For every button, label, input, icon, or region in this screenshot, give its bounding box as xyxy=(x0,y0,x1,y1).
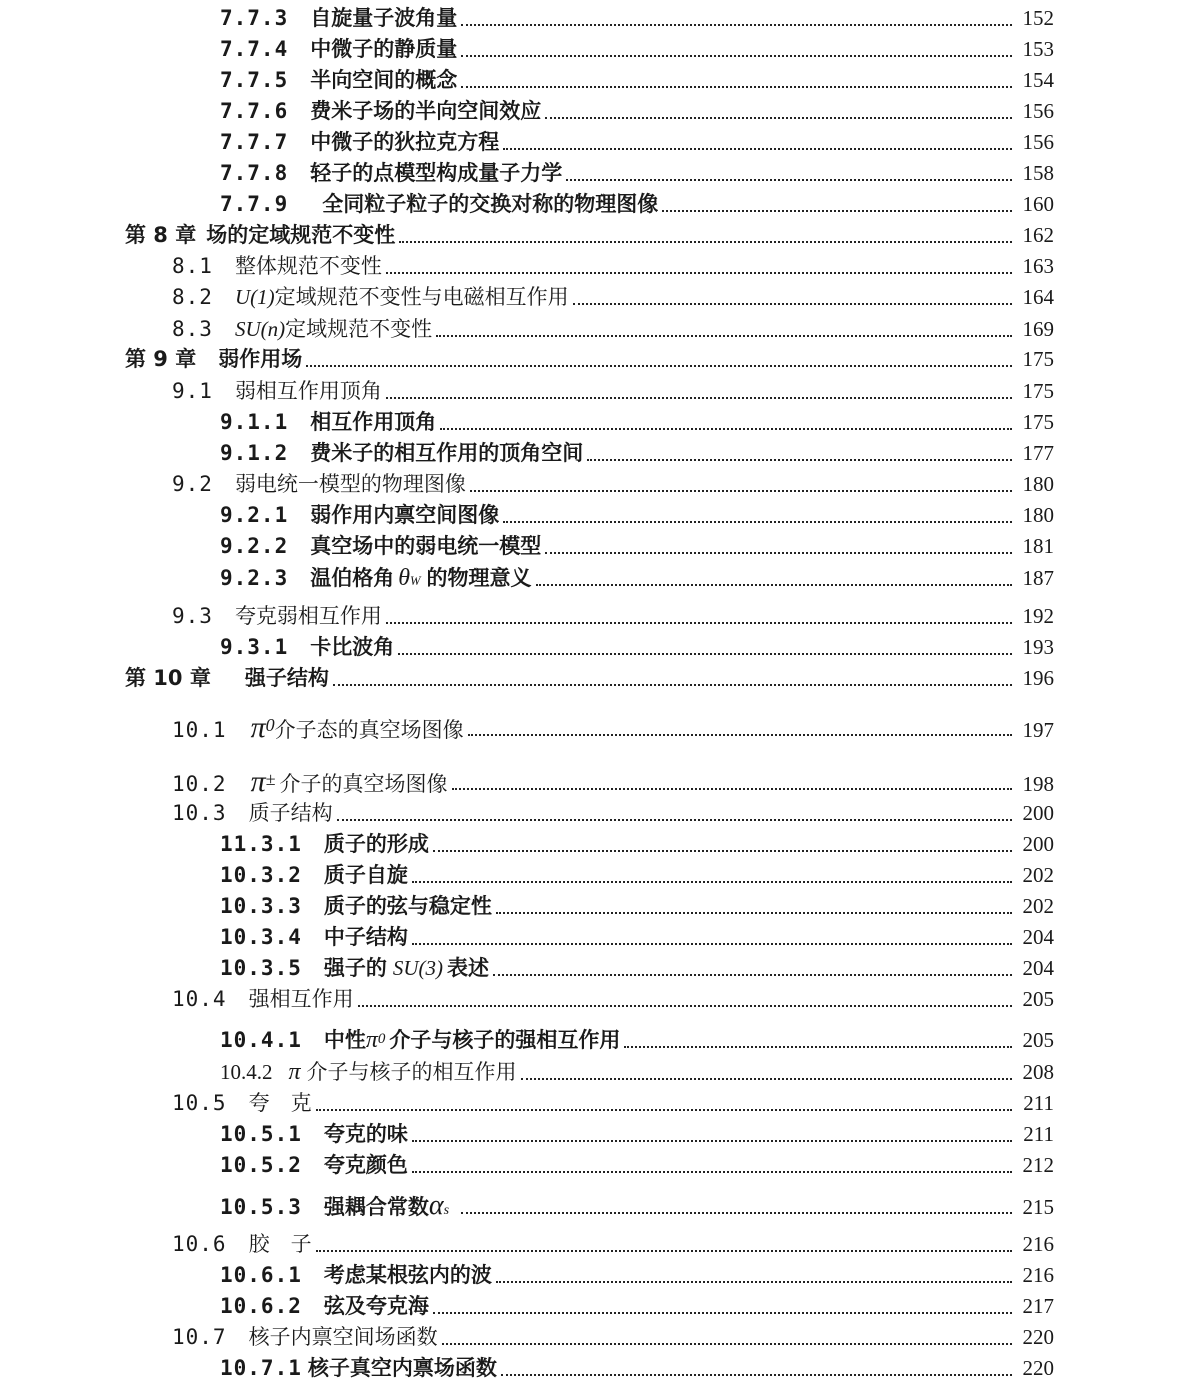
dot-leader xyxy=(442,1343,1012,1345)
section-title: 费米子场的半向空间效应 xyxy=(310,99,542,123)
page-number: 198 xyxy=(1022,772,1054,796)
dot-leader xyxy=(521,1078,1012,1080)
pi-symbol: π xyxy=(250,711,266,744)
section-number: 10.6.1 xyxy=(220,1263,302,1287)
dot-leader xyxy=(573,303,1012,305)
section-title: 质子自旋 xyxy=(323,863,408,887)
toc-entry xyxy=(0,407,1182,437)
page-number: 177 xyxy=(1022,441,1054,465)
section-number: 11.3.1 xyxy=(220,832,302,856)
toc-entry xyxy=(0,3,1182,33)
page-number: 200 xyxy=(1022,801,1054,825)
dot-leader xyxy=(440,428,1012,430)
dot-leader xyxy=(501,1374,1012,1376)
page-number: 217 xyxy=(1022,1294,1054,1318)
section-number: 10.5.3 xyxy=(220,1195,302,1219)
math-symbol: U(1) xyxy=(234,285,275,309)
section-number: 10.5 xyxy=(172,1091,227,1115)
chapter-title: 弱作用场 xyxy=(218,347,303,371)
toc-entry xyxy=(0,65,1182,95)
chapter-number: 第 9 章 xyxy=(125,347,197,371)
toc-entry xyxy=(0,1229,1182,1259)
dot-leader xyxy=(496,1281,1012,1283)
chapter-title: 强子结构 xyxy=(244,666,329,690)
theta-symbol: θ xyxy=(398,565,411,591)
dot-leader xyxy=(306,365,1012,367)
dot-leader xyxy=(461,1212,1012,1214)
toc-entry xyxy=(0,632,1182,662)
toc-entry xyxy=(0,1057,1182,1087)
toc-chapter xyxy=(0,344,1182,374)
section-title: 弱电统一模型的物理图像 xyxy=(234,472,466,496)
section-number: 7.7.4 xyxy=(220,37,289,61)
toc-entry: 9.2.3 温伯格角 θ W 的物理意义 187 xyxy=(220,565,1054,591)
page-number: 152 xyxy=(1022,6,1054,30)
section-title: 整体规范不变性 xyxy=(234,254,382,278)
section-title: 真空场中的弱电统一模型 xyxy=(310,534,542,558)
section-title: 夸 克 xyxy=(248,1091,312,1115)
toc-entry xyxy=(0,891,1182,921)
section-number: 9.2.2 xyxy=(220,534,289,558)
section-title: 费米子的相互作用的顶角空间 xyxy=(310,441,584,465)
dot-leader xyxy=(624,1046,1012,1048)
dot-leader xyxy=(412,1171,1012,1173)
page-number: 180 xyxy=(1022,503,1054,527)
section-title: 中微子的狄拉克方程 xyxy=(310,130,500,154)
page-number: 215 xyxy=(1022,1195,1054,1219)
section-title-prefix: 中性 xyxy=(323,1028,366,1052)
toc-entry xyxy=(0,158,1182,188)
toc-entry xyxy=(0,376,1182,406)
section-number: 8.1 xyxy=(172,254,213,278)
section-title: 相互作用顶角 xyxy=(310,410,437,434)
section-title: 考虑某根弦内的波 xyxy=(323,1263,492,1287)
page-number: 216 xyxy=(1022,1232,1054,1256)
toc-entry xyxy=(0,531,1182,561)
dot-leader xyxy=(333,684,1012,686)
section-number: 8.2 xyxy=(172,285,213,309)
page-number: 153 xyxy=(1022,37,1054,61)
toc-entry xyxy=(0,251,1182,281)
section-number: 7.7.5 xyxy=(220,68,289,92)
dot-leader xyxy=(536,584,1012,586)
dot-leader xyxy=(587,459,1012,461)
section-number: 10.4.1 xyxy=(220,1028,302,1052)
toc-entry xyxy=(0,1088,1182,1118)
page-number: 197 xyxy=(1022,718,1054,742)
section-title: 质子的形成 xyxy=(323,832,429,856)
section-title: 弦及夸克海 xyxy=(323,1294,429,1318)
toc-entry xyxy=(0,953,1182,983)
page-number: 154 xyxy=(1022,68,1054,92)
section-title-prefix: 温伯格角 xyxy=(310,566,395,590)
dot-leader xyxy=(436,335,1012,337)
toc-entry xyxy=(0,469,1182,499)
dot-leader xyxy=(386,622,1012,624)
section-number: 10.2 xyxy=(172,772,227,796)
pi-symbol: π xyxy=(288,1059,301,1085)
alpha-symbol: α xyxy=(428,1190,444,1221)
section-number: 10.7 xyxy=(172,1325,227,1349)
chapter-number: 第 10 章 xyxy=(125,666,211,690)
toc-entry xyxy=(0,829,1182,859)
section-title: 核子真空内禀场函数 xyxy=(307,1356,497,1380)
page-number: 193 xyxy=(1022,635,1054,659)
section-title: 轻子的点模型构成量子力学 xyxy=(310,161,563,185)
section-number: 10.3 xyxy=(172,801,227,825)
dot-leader xyxy=(412,881,1012,883)
dot-leader xyxy=(461,24,1012,26)
page-number: 202 xyxy=(1022,863,1054,887)
dot-leader xyxy=(386,272,1012,274)
chapter-number: 第 8 章 xyxy=(125,223,197,247)
section-number: 7.7.8 xyxy=(220,161,289,185)
section-title: 定域规范不变性与电磁相互作用 xyxy=(274,285,569,309)
toc-entry xyxy=(0,1353,1182,1383)
dot-leader xyxy=(433,850,1012,852)
section-number: 9.1.2 xyxy=(220,441,289,465)
dot-leader xyxy=(399,241,1012,243)
section-number: 10.6.2 xyxy=(220,1294,302,1318)
section-number: 10.5.1 xyxy=(220,1122,302,1146)
page-number: 158 xyxy=(1022,161,1054,185)
section-number: 9.1 xyxy=(172,379,213,403)
section-title-prefix: 强耦合常数 xyxy=(323,1195,429,1219)
section-title: 弱相互作用顶角 xyxy=(234,379,382,403)
toc-entry xyxy=(0,601,1182,631)
dot-leader xyxy=(468,734,1012,736)
page-number: 175 xyxy=(1022,410,1054,434)
toc-entry xyxy=(0,1291,1182,1321)
section-number: 10.5.2 xyxy=(220,1153,302,1177)
page-number: 156 xyxy=(1022,99,1054,123)
toc-entry xyxy=(0,189,1182,219)
dot-leader xyxy=(503,521,1012,523)
section-number: 8.3 xyxy=(172,317,213,341)
section-title: 夸克的味 xyxy=(323,1122,408,1146)
toc-entry: 10.2 π ± 介子的真空场图像 198 xyxy=(172,765,1054,798)
page-number: 180 xyxy=(1022,472,1054,496)
chapter-title: 场的定域规范不变性 xyxy=(206,223,396,247)
dot-leader xyxy=(566,179,1012,181)
page-number: 220 xyxy=(1022,1356,1054,1380)
section-title: 夸克颜色 xyxy=(323,1153,408,1177)
page-number: 181 xyxy=(1022,534,1054,558)
dot-leader xyxy=(503,148,1012,150)
toc-entry xyxy=(0,1322,1182,1352)
toc-entry xyxy=(0,500,1182,530)
section-title: 的物理意义 xyxy=(426,566,532,590)
dot-leader xyxy=(545,117,1012,119)
section-number: 9.3.1 xyxy=(220,635,289,659)
section-number: 7.7.3 xyxy=(220,6,289,30)
page-number: 205 xyxy=(1022,1028,1054,1052)
page-number: 169 xyxy=(1022,317,1054,341)
page-number: 160 xyxy=(1022,192,1054,216)
dot-leader xyxy=(470,490,1012,492)
page-number: 211 xyxy=(1023,1091,1054,1115)
toc-entry xyxy=(0,1119,1182,1149)
section-title: 介子与核子的强相互作用 xyxy=(389,1028,621,1052)
dot-leader xyxy=(358,1005,1012,1007)
section-title: 半向空间的概念 xyxy=(310,68,458,92)
pi-symbol: π xyxy=(365,1027,378,1053)
toc-entry xyxy=(0,127,1182,157)
page-number: 204 xyxy=(1022,956,1054,980)
page-number: 164 xyxy=(1022,285,1054,309)
section-title: 介子与核子的相互作用 xyxy=(306,1060,517,1084)
section-number: 7.7.6 xyxy=(220,99,289,123)
dot-leader xyxy=(496,912,1012,914)
toc-entry xyxy=(0,860,1182,890)
dot-leader xyxy=(461,55,1012,57)
section-number: 7.7.7 xyxy=(220,130,289,154)
toc-chapter xyxy=(0,663,1182,693)
dot-leader xyxy=(412,1140,1012,1142)
toc-entry xyxy=(0,96,1182,126)
toc-entry xyxy=(0,314,1182,344)
section-number: 9.3 xyxy=(172,604,213,628)
section-title-prefix: 强子的 xyxy=(323,956,387,980)
section-title: 强相互作用 xyxy=(248,987,354,1011)
page-number: 200 xyxy=(1022,832,1054,856)
toc-chapter xyxy=(0,220,1182,250)
section-number: 10.3.2 xyxy=(220,863,302,887)
math-symbol: SU(3) xyxy=(392,956,444,980)
section-number: 7.7.9 xyxy=(220,192,289,216)
section-number: 10.4.2 xyxy=(220,1060,273,1084)
toc-entry: 10.5.3 强耦合常数 α s 215 xyxy=(220,1190,1054,1221)
pi-symbol: π xyxy=(250,765,266,798)
toc-entry xyxy=(0,282,1182,312)
page-number: 162 xyxy=(1022,223,1054,247)
dot-leader xyxy=(398,653,1012,655)
math-symbol: SU(n) xyxy=(234,317,286,341)
section-title: 胶 子 xyxy=(248,1232,312,1256)
page-number: 204 xyxy=(1022,925,1054,949)
toc-entry: 10.4.1 中性 π $^0$ 介子与核子的强相互作用 205 xyxy=(220,1027,1054,1053)
section-number: 10.3.3 xyxy=(220,894,302,918)
page-number: 192 xyxy=(1022,604,1054,628)
page-number: 156 xyxy=(1022,130,1054,154)
page-number: 175 xyxy=(1022,347,1054,371)
section-number: 10.7.1 xyxy=(220,1356,302,1380)
toc-entry xyxy=(0,1260,1182,1290)
section-title: 质子结构 xyxy=(248,801,333,825)
section-title: 自旋量子波角量 xyxy=(310,6,458,30)
page-number: 208 xyxy=(1022,1060,1054,1084)
page-number: 196 xyxy=(1022,666,1054,690)
page-number: 202 xyxy=(1022,894,1054,918)
section-title: 质子的弦与稳定性 xyxy=(323,894,492,918)
dot-leader xyxy=(545,552,1012,554)
toc-entry xyxy=(0,984,1182,1014)
page-number: 220 xyxy=(1022,1325,1054,1349)
section-title: 核子内禀空间场函数 xyxy=(248,1325,438,1349)
section-number: 9.2 xyxy=(172,472,213,496)
toc-entry xyxy=(0,922,1182,952)
dot-leader xyxy=(316,1250,1012,1252)
dot-leader xyxy=(316,1109,1012,1111)
section-title: 全同粒子粒子的交换对称的物理图像 xyxy=(322,192,659,216)
page-number: 211 xyxy=(1023,1122,1054,1146)
section-title: 夸克弱相互作用 xyxy=(234,604,382,628)
section-title: 定域规范不变性 xyxy=(285,317,433,341)
page-number: 163 xyxy=(1022,254,1054,278)
section-number: 9.1.1 xyxy=(220,410,289,434)
section-number: 9.2.3 xyxy=(220,566,289,590)
section-number: 10.3.4 xyxy=(220,925,302,949)
page-number: 175 xyxy=(1022,379,1054,403)
section-title: 卡比波角 xyxy=(310,635,395,659)
dot-leader xyxy=(493,974,1012,976)
toc-entry xyxy=(0,798,1182,828)
dot-leader xyxy=(461,86,1012,88)
section-number: 10.1 xyxy=(172,718,227,742)
dot-leader xyxy=(412,943,1012,945)
toc-entry xyxy=(0,438,1182,468)
section-number: 9.2.1 xyxy=(220,503,289,527)
dot-leader xyxy=(662,210,1012,212)
section-title: 中子结构 xyxy=(323,925,408,949)
section-title: 中微子的静质量 xyxy=(310,37,458,61)
page-number: 216 xyxy=(1022,1263,1054,1287)
section-title: 弱作用内禀空间图像 xyxy=(310,503,500,527)
section-title: 介子态的真空场图像 xyxy=(274,718,464,742)
dot-leader xyxy=(452,788,1013,790)
section-number: 10.3.5 xyxy=(220,956,302,980)
toc-entry: 10.1 π $^0$ 介子态的真空场图像 197 xyxy=(172,711,1054,744)
toc-entry xyxy=(0,1150,1182,1180)
section-number: 10.6 xyxy=(172,1232,227,1256)
page-number: 187 xyxy=(1022,566,1054,590)
dot-leader xyxy=(386,397,1012,399)
section-title: 表述 xyxy=(447,956,490,980)
dot-leader xyxy=(337,819,1012,821)
section-number: 10.4 xyxy=(172,987,227,1011)
section-title: 介子的真空场图像 xyxy=(279,772,448,796)
dot-leader xyxy=(433,1312,1012,1314)
toc-entry xyxy=(0,34,1182,64)
page-number: 205 xyxy=(1022,987,1054,1011)
page-number: 212 xyxy=(1022,1153,1054,1177)
